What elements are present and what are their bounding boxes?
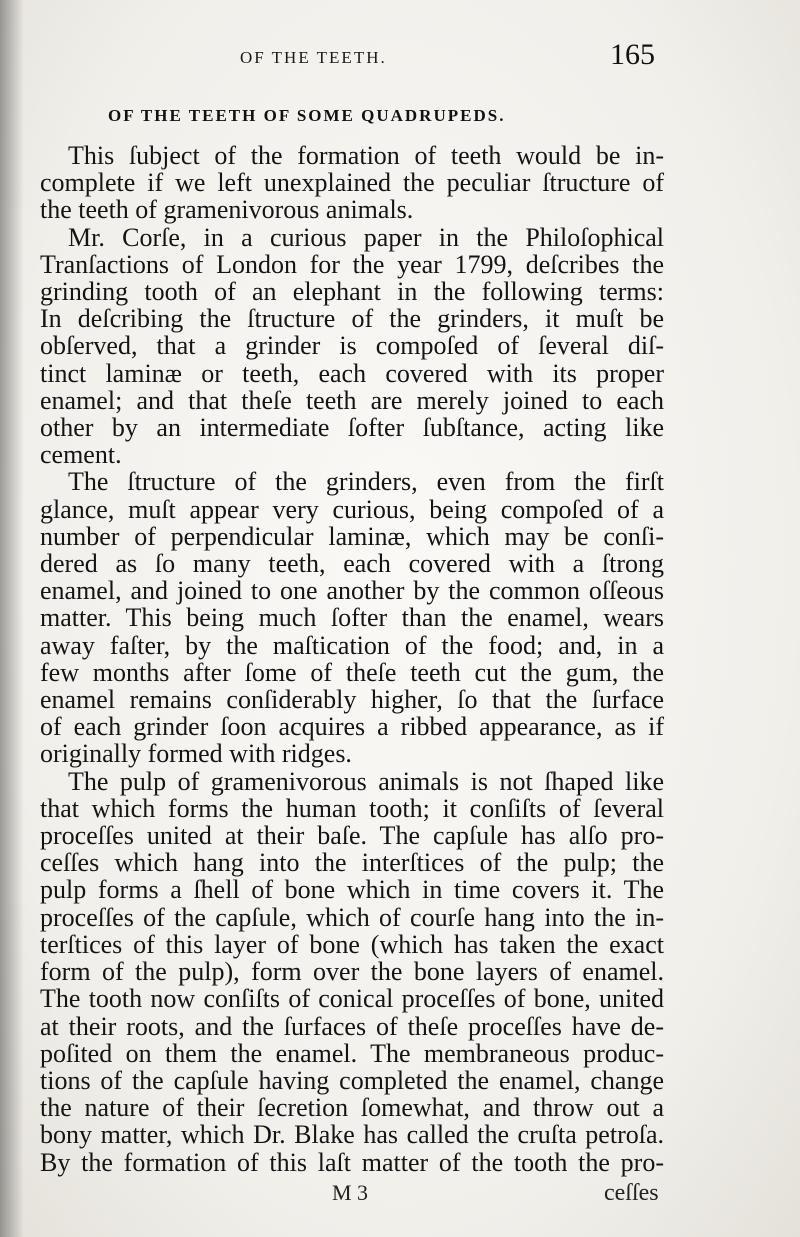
- text-line: few months after ſome of theſe teeth cut the gum, the: [40, 657, 664, 687]
- text-line: originally formed with ridges.: [40, 739, 352, 769]
- text-line: form of the pulp), form over the bone layers of enamel.: [40, 957, 664, 987]
- text-line: This ſubject of the formation of teeth would be in-: [68, 141, 664, 170]
- text-line: proceſſes united at their baſe. The capſule has alſo pro-: [40, 821, 664, 851]
- text-line: pulp forms a ſhell of bone which in time covers it. The: [40, 875, 664, 905]
- signature-mark: M 3: [332, 1180, 369, 1205]
- text-line: that which forms the human tooth; it conſiſts of ſeveral: [40, 793, 664, 823]
- text-line: enamel; and that theſe teeth are merely joined to each: [40, 385, 664, 415]
- text-line: Tranſactions of London for the year 1799, deſcribes the: [40, 249, 664, 279]
- text-line: The tooth now conſiſts of conical proceſſes of bone, united: [40, 984, 664, 1014]
- text-line: By the formation of this laſt matter of the tooth the pro-: [40, 1147, 664, 1177]
- page-number: 165: [610, 38, 655, 71]
- text-line: complete if we left unexplained the peculiar ſtructure of: [40, 168, 664, 198]
- text-line: the teeth of gramenivorous animals.: [40, 195, 414, 225]
- text-line: dered as ſo many teeth, each covered with a ſtrong: [40, 549, 664, 579]
- text-line: away faſter, by the maſtication of the food; and, in a: [40, 630, 664, 660]
- text-line: tions of the capſule having completed the enamel, change: [40, 1065, 664, 1095]
- text-line: Mr. Corſe, in a curious paper in the Philoſophical: [68, 222, 664, 252]
- text-line: obſerved, that a grinder is compoſed of ſeveral diſ-: [40, 331, 664, 361]
- text-line: terſtices of this layer of bone (which has taken the exact: [40, 929, 664, 959]
- text-line: bony matter, which Dr. Blake has called the cruſta petroſa.: [40, 1120, 664, 1150]
- text-line: cement.: [40, 440, 122, 470]
- text-line: In deſcribing the ſtructure of the grinders, it muſt be: [40, 304, 664, 334]
- text-line: number of perpendicular laminæ, which may be conſi-: [40, 521, 664, 551]
- text-line: of each grinder ſoon acquires a ribbed appearance, as if: [40, 712, 664, 742]
- spine-shadow: [0, 0, 24, 1237]
- text-line: enamel, and joined to one another by the common oſſeous: [40, 576, 664, 606]
- text-line: enamel remains conſiderably higher, ſo that the ſurface: [40, 685, 664, 715]
- text-line: glance, muſt appear very curious, being compoſed of a: [40, 494, 664, 524]
- text-line: ceſſes which hang into the interſtices of the pulp; the: [40, 848, 664, 878]
- text-line: poſited on them the enamel. The membraneous produc-: [40, 1038, 664, 1068]
- text-line: grinding tooth of an elephant in the following terms:: [40, 277, 664, 307]
- body-text: [40, 142, 664, 1176]
- text-line: proceſſes of the capſule, which of courſe hang into the in-: [40, 902, 664, 932]
- text-line: the nature of their ſecretion ſomewhat, and throw out a: [40, 1093, 664, 1123]
- text-line: other by an intermediate ſofter ſubſtance, acting like: [40, 413, 664, 443]
- section-title: OF THE TEETH OF SOME QUADRUPEDS.: [108, 106, 506, 125]
- text-line: matter. This being much ſofter than the enamel, wears: [40, 603, 664, 633]
- text-line: tinct laminæ or teeth, each covered with its proper: [40, 358, 664, 388]
- text-line: The ſtructure of the grinders, even from the firſt: [68, 467, 664, 497]
- running-head: OF THE TEETH.: [240, 48, 387, 67]
- text-line: at their roots, and the ſurfaces of theſe proceſſes have de-: [40, 1011, 664, 1041]
- text-line: The pulp of gramenivorous animals is not ſhaped like: [68, 766, 664, 796]
- catchword: ceſſes: [604, 1180, 659, 1206]
